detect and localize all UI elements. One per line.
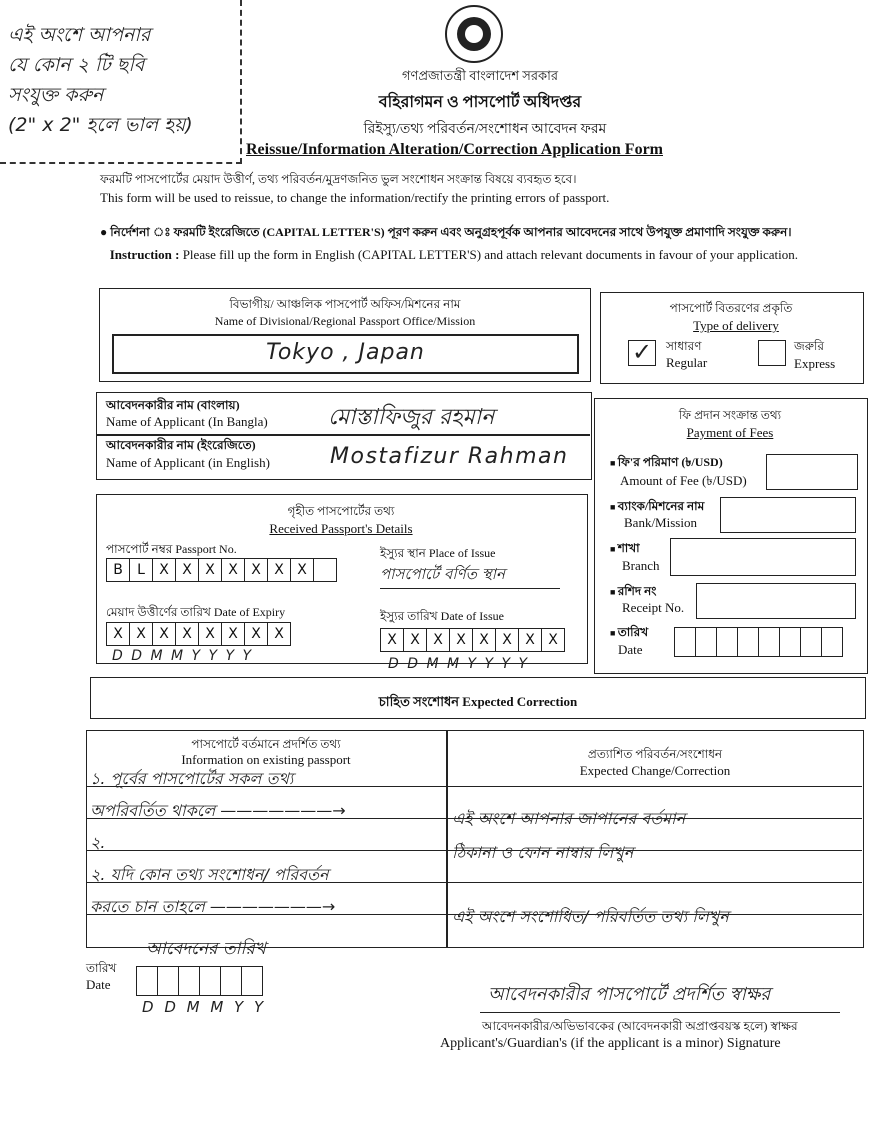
place-of-issue-value[interactable]: পাসপোর্টে বর্ণিত স্থান [380,563,560,589]
signature-line[interactable] [480,1012,840,1013]
issue-cell[interactable]: X [449,628,472,652]
branch-label-bn: ■ শাখা [610,540,640,560]
received-title-en: Received Passport's Details [269,521,413,536]
existing-row[interactable]: ১. পূর্বের পাসপোর্টের সকল তথ্য [90,769,294,788]
correction-title: চাহিত সংশোধন Expected Correction [378,694,578,709]
date-cell[interactable] [800,627,821,657]
fee-amount-label-bn: ■ ফি'র পরিমাণ (৳/USD) [610,454,723,474]
existing-row[interactable]: ২. [90,833,106,852]
passport-cell[interactable]: X [221,558,244,582]
fees-title-en: Payment of Fees [686,425,774,440]
passport-cell[interactable]: L [129,558,152,582]
expected-row[interactable]: এই অংশে সংশোধিত/ পরিবর্তিত তথ্য লিখুন [452,907,729,926]
expiry-label: মেয়াদ উত্তীর্ণের তারিখ Date of Expiry [106,605,286,619]
expiry-cell[interactable]: X [221,622,244,646]
application-date-hint: D D M M Y Y [142,998,267,1016]
existing-info-label-en: Information on existing passport [181,752,351,767]
express-bn: জরুরি [794,339,824,353]
photo-note-line: (2" x 2" হলে ভাল হয়) [8,114,193,136]
expiry-cell[interactable]: X [129,622,152,646]
express-checkbox[interactable] [758,340,786,366]
instruction-bn-text: নির্দেশনা ঃ ফরমটি ইংরেজিতে (CAPITAL LETTER'S) পূরণ করুন এবং অনুগ্রহপূর্বক আপনার আবেদনের সাথে উপযুক্ত প্রমাণাদি সংযুক্ত করুন। [110,225,792,239]
delivery-label-en: Type of delivery [693,318,779,333]
expiry-hint: D D M M Y Y Y Y [112,648,254,664]
check-icon: ✓ [631,338,653,366]
expiry-cell[interactable]: X [106,622,129,646]
passport-cell[interactable] [313,558,337,582]
office-label-en: Name of Divisional/Regional Passport Office/Mission [214,314,476,328]
receipt-input[interactable] [696,583,856,619]
delivery-label-bn: পাসপোর্ট বিতরণের প্রকৃতি [669,301,793,315]
signature-label-bn: আবেদনকারীর/অভিভাবকের (আবেদনকারী অপ্রাপ্তবয়স্ক হলে) স্বাক্ষর [482,1019,798,1033]
bank-input[interactable] [720,497,856,533]
application-date-note: আবেদনের তারিখ [146,939,266,959]
bank-label-en: Bank/Mission [624,515,697,530]
date-cell[interactable] [241,966,263,996]
english-name-value[interactable]: Mostafizur Rahman [330,444,569,469]
passport-cell[interactable]: X [267,558,290,582]
instruction-bn: ● নির্দেশনা ঃ ফরমটি ইংরেজিতে (CAPITAL LETTER'S) পূরণ করুন এবং অনুগ্রহপূর্বক আপনার আবেদনের সাথে উপযুক্ত প্রমাণাদি সংযুক্ত করুন। [100,225,792,239]
date-cell[interactable] [737,627,758,657]
existing-row[interactable]: অপরিবর্তিত থাকলে ———————→ [90,801,346,820]
form-title-bn: রিইস্যু/তথ্য পরিবর্তন/সংশোধন আবেদন ফরম [363,122,607,137]
date-cell[interactable] [821,627,843,657]
date-cell[interactable] [199,966,220,996]
instruction-en [100,247,860,263]
passport-cell[interactable]: X [244,558,267,582]
date-cell[interactable] [178,966,199,996]
issue-cell[interactable]: X [426,628,449,652]
bangla-name-label-en: Name of Applicant (In Bangla) [106,414,268,429]
passport-no-cells[interactable] [106,558,337,582]
footer-date-label-bn: তারিখ [86,961,117,975]
fee-amount-input[interactable] [766,454,858,490]
expiry-cell[interactable]: X [175,622,198,646]
fee-date-cells[interactable] [674,627,843,657]
place-of-issue-label: ইস্যুর স্থান Place of Issue [380,546,496,560]
office-value: Tokyo , Japan [266,340,425,365]
issue-date-cells[interactable] [380,628,565,652]
signature-note: আবেদনকারীর পাসপোর্টে প্রদর্শিত স্বাক্ষর [488,984,771,1005]
office-label-bn: বিভাগীয়/ আঞ্চলিক পাসপোর্ট অফিস/মিশনের নাম [229,297,461,311]
passport-cell[interactable]: B [106,558,129,582]
expiry-cell[interactable]: X [244,622,267,646]
bangla-name-value[interactable]: মোস্তাফিজুর রহমান [328,405,495,430]
issue-cell[interactable]: X [472,628,495,652]
expected-row[interactable]: ঠিকানা ও ফোন নাম্বার লিখুন [452,843,634,862]
receipt-label-bn: ■ রশিদ নং [610,583,656,603]
issue-cell[interactable]: X [380,628,403,652]
date-cell[interactable] [674,627,695,657]
expiry-cell[interactable]: X [152,622,175,646]
signature-label-en: Applicant's/Guardian's (if the applicant is a minor) Signature [440,1036,781,1051]
existing-info-label-bn: পাসপোর্টে বর্তমানে প্রদর্শিত তথ্য [191,737,341,751]
passport-cell[interactable]: X [175,558,198,582]
issue-cell[interactable]: X [495,628,518,652]
govt-seal-icon [436,4,512,64]
fees-title-bn: ফি প্রদান সংক্রান্ত তথ্য [678,408,782,422]
expiry-cell[interactable]: X [267,622,291,646]
passport-cell[interactable]: X [152,558,175,582]
expiry-cell[interactable]: X [198,622,221,646]
instruction-label: Instruction : [109,247,180,262]
expiry-cells[interactable] [106,622,291,646]
received-title-bn: গৃহীত পাসপোর্টের তথ্য [287,504,395,518]
date-cell[interactable] [695,627,716,657]
govt-name: গণপ্রজাতন্ত্রী বাংলাদেশ সরকার [401,68,559,83]
date-cell[interactable] [157,966,178,996]
issue-date-label: ইস্যুর তারিখ Date of Issue [380,609,504,623]
issue-cell[interactable]: X [518,628,541,652]
passport-cell[interactable]: X [198,558,221,582]
photo-note [8,20,193,140]
photo-note-line: এই অংশে আপনার [8,24,151,46]
intro-en: This form will be used to reissue, to change the information/rectify the printing errors of passport. [100,190,610,205]
existing-row[interactable]: করতে চান তাহলে ———————→ [90,897,336,916]
bank-label-bn: ■ ব্যাংক/মিশনের নাম [610,498,704,518]
expected-change-label-en: Expected Change/Correction [579,763,731,778]
date-cell[interactable] [220,966,241,996]
expected-row[interactable]: এই অংশে আপনার জাপানের বর্তমান [452,809,686,828]
issue-cell[interactable]: X [541,628,565,652]
fee-date-label-en: Date [618,642,643,657]
branch-input[interactable] [670,538,856,576]
issue-hint: D D M M Y Y Y Y [388,656,530,672]
regular-bn: সাধারণ [666,339,702,353]
english-name-label-en: Name of Applicant (in English) [106,455,270,470]
existing-row[interactable]: ২. যদি কোন তথ্য সংশোধন/ পরিবর্তন [90,865,329,884]
application-date-cells[interactable] [136,966,263,996]
branch-label-en: Branch [622,558,660,573]
regular-en: Regular [666,355,708,370]
photo-note-line: সংযুক্ত করুন [8,84,104,106]
footer-date-label-en: Date [86,977,111,992]
receipt-label-en: Receipt No. [622,600,685,615]
passport-no-label: পাসপোর্ট নম্বর Passport No. [106,542,237,556]
intro-bn: ফরমটি পাসপোর্টের মেয়াদ উত্তীর্ণ, তথ্য পরিবর্তন/মুদ্রণজনিত ভুল সংশোধন সংক্রান্ত বিষয়ে ব্যবহৃত হবে। [100,172,577,186]
bangla-name-label-bn: আবেদনকারীর নাম (বাংলায়) [106,398,240,412]
instruction-en-text: Please fill up the form in English (CAPITAL LETTER'S) and attach relevant documents in favour of your application. [182,247,798,262]
expected-change-label-bn: প্রত্যাশিত পরিবর্তন/সংশোধন [587,747,723,761]
dept-name: বহিরাগমন ও পাসপোর্ট অধিদপ্তর [378,94,582,111]
date-cell[interactable] [779,627,800,657]
fee-amount-label-en: Amount of Fee (৳/USD) [620,473,747,488]
passport-cell[interactable]: X [290,558,313,582]
date-cell[interactable] [136,966,157,996]
express-en: Express [794,356,836,371]
fee-date-label-bn: ■ তারিখ [610,624,648,644]
office-input[interactable] [112,334,579,374]
issue-cell[interactable]: X [403,628,426,652]
photo-note-line: যে কোন ২ টি ছবি [8,54,145,76]
regular-checkbox[interactable] [628,340,656,366]
date-cell[interactable] [716,627,737,657]
form-title-en: Reissue/Information Alteration/Correction Application Form [246,141,663,158]
date-cell[interactable] [758,627,779,657]
english-name-label-bn: আবেদনকারীর নাম (ইংরেজিতে) [106,438,256,452]
